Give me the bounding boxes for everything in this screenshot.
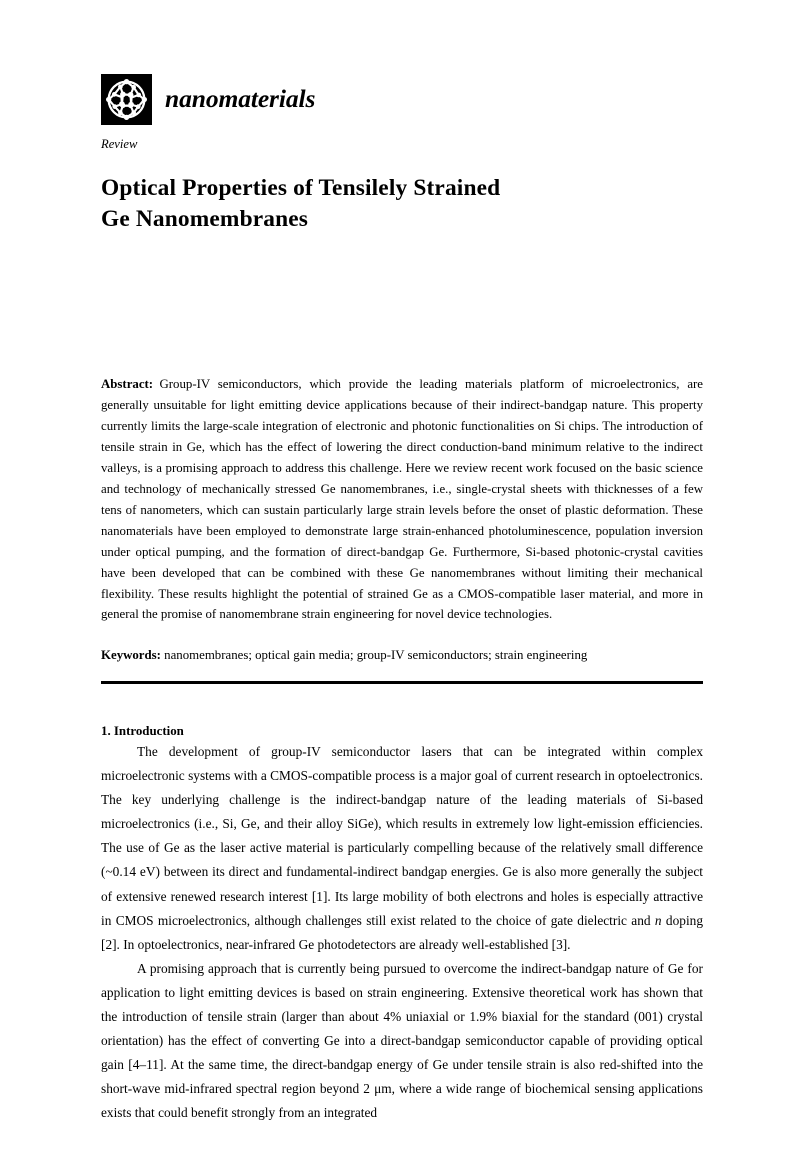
keywords-label: Keywords:	[101, 648, 161, 662]
paragraph-2: A promising approach that is currently being pursued to overcome the indirect-bandgap nature of Ge for application to light emitting devices is based on strain engineering. Extensive theoretical work has shown that the introduction of tensile strain (larger than about 4% uniaxial or 1.9% biaxial for the standard (001) crystal orientation) has the effect of converting Ge into a direct-bandgap semiconductor capable of providing optical gain [4–11]. At the same time, the direct-bandgap energy of Ge under tensile strain is also red-shifted into the short-wave mid-infrared spectral region beyond 2 μm, where a wide range of biochemical sensing applications exists that could benefit strongly from an integrated	[101, 960, 703, 1121]
paragraph-1-part-b: doping [2]. In optoelectronics, near-infrared Ge photodetectors are already well-established [3].	[101, 912, 703, 952]
page-title	[101, 173, 703, 235]
keywords-section	[101, 645, 703, 666]
introduction-body	[101, 740, 703, 1126]
paragraph-1	[101, 740, 703, 957]
fullerene-buckyball-icon	[101, 74, 152, 125]
section-heading-introduction: 1. Introduction	[101, 723, 184, 738]
abstract-section	[101, 374, 703, 625]
journal-masthead	[101, 73, 315, 125]
abstract-label: Abstract:	[101, 377, 154, 391]
section-divider	[101, 681, 703, 684]
journal-name: nanomaterials	[165, 84, 316, 114]
abstract-text: Group-IV semiconductors, which provide the leading materials platform of microelectronics, are generally unsuitable for light emitting device applications because of their indirect-bandgap nature. This property currently limits the large-scale integration of electronic and photonic functionalities on Si chips. The introduction of tensile strain in Ge, which has the effect of lowering the direct conduction-band minimum relative to the indirect valleys, is a promising approach to address this challenge. Here we review recent work focused on the basic science and technology of mechanically stressed Ge nanomembranes, i.e., single-crystal sheets with thicknesses of a few tens of nanometers, which can sustain particularly large strain levels before the onset of plastic deformation. These nanomaterials have been employed to demonstrate large strain-enhanced photoluminescence, population inversion under optical pumping, and the formation of direct-bandgap Ge. Furthermore, Si-based photonic-crystal cavities have been developed that can be combined with these Ge nanomembranes without limiting their mechanical flexibility. These results highlight the potential of strained Ge as a CMOS-compatible laser material, and more in general the promise of nanomembrane strain engineering for novel device technologies.	[101, 377, 703, 622]
title-line-1: Optical Properties of Tensilely Strained	[101, 174, 501, 201]
paragraph-1-italic-n: n	[654, 912, 662, 928]
paragraph-1-part-a: The development of group-IV semiconductor lasers that can be integrated within complex microelectronic systems with a CMOS-compatible process is a major goal of current research in optoelectronics. The key underlying challenge is the indirect-bandgap nature of the leading materials of Si-based microelectronics (i.e., Si, Ge, and their alloy SiGe), which results in extremely low light-emission efficiencies. The use of Ge as the laser active material is particularly compelling because of the relatively small difference (~0.14 eV) between its direct and fundamental-indirect bandgap energies. Ge is also more generally the subject of extensive renewed research interest [1]. Its large mobility of both electrons and holes is especially attractive in CMOS microelectronics, although challenges still exist related to the choice of gate dielectric and	[101, 744, 703, 928]
article-type-label: Review	[101, 137, 138, 151]
title-line-2: Ge Nanomembranes	[101, 205, 309, 232]
keywords-text: nanomembranes; optical gain media; group-IV semiconductors; strain engineering	[164, 648, 588, 662]
